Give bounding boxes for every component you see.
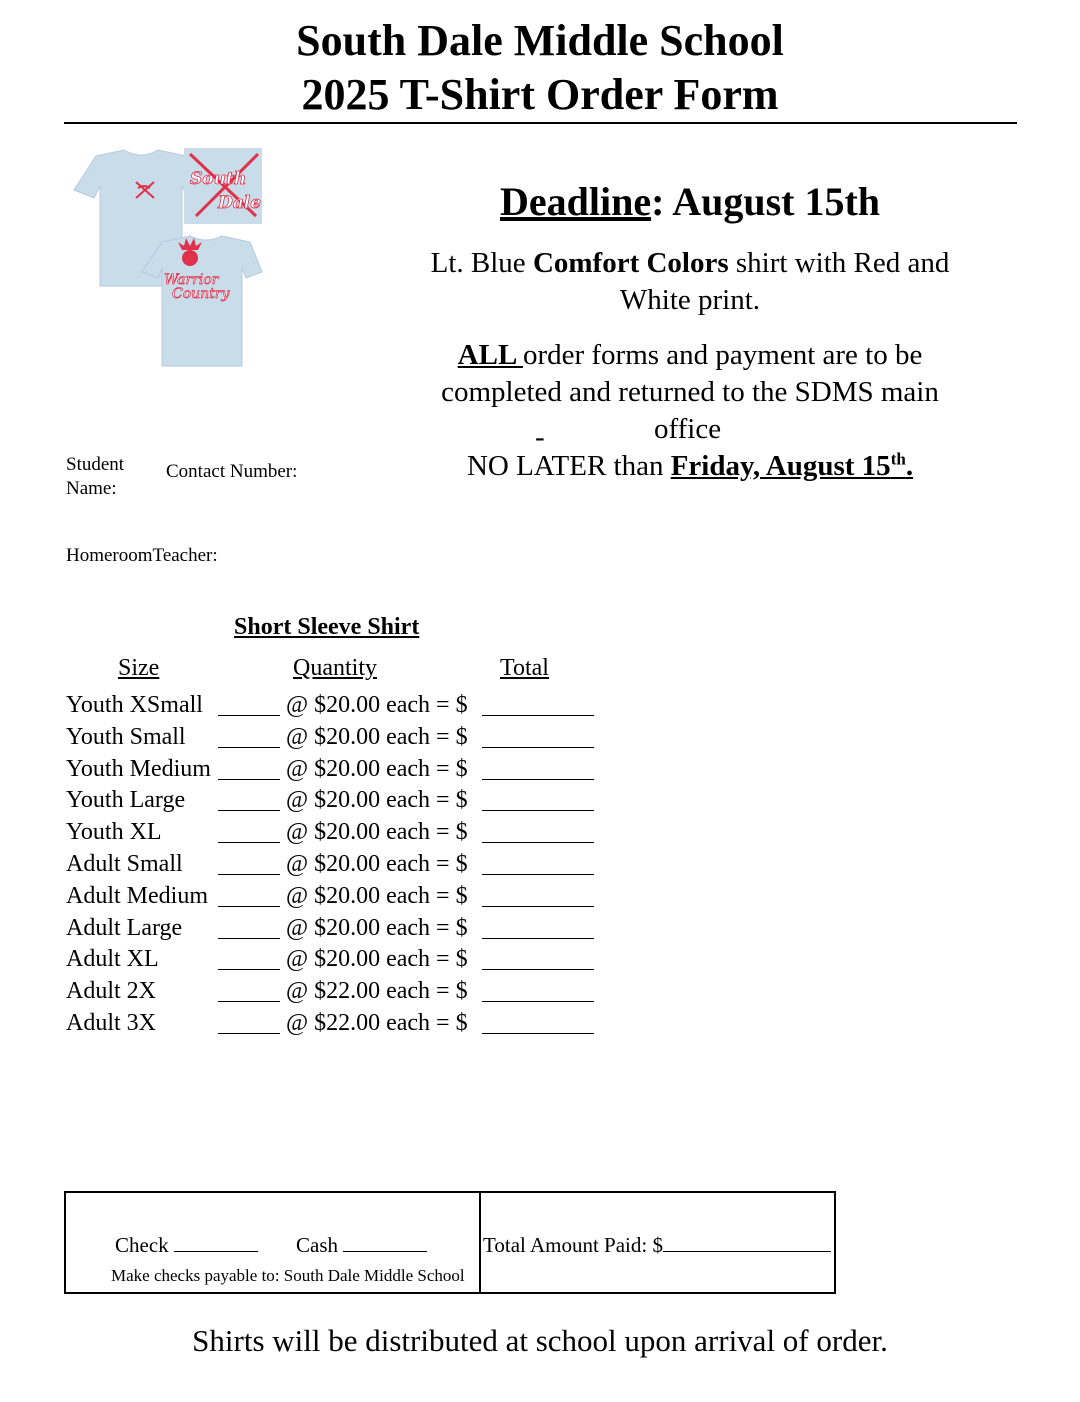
table-row: [0, 851, 700, 883]
total-blank[interactable]: [482, 1001, 594, 1002]
price-label: @ $20.00 each = $: [286, 755, 468, 782]
total-blank[interactable]: [482, 874, 594, 875]
price-label: @ $20.00 each = $: [286, 819, 468, 846]
quantity-blank[interactable]: [218, 810, 280, 811]
size-label: Youth Large: [66, 787, 186, 814]
price-label: @ $20.00 each = $: [286, 882, 468, 909]
table-row: [0, 915, 700, 947]
table-row: [0, 692, 700, 724]
cash-field[interactable]: Cash: [296, 1232, 427, 1258]
size-label: Adult Small: [66, 851, 183, 877]
size-label: Adult 3X: [66, 1010, 156, 1036]
price-label: @ $20.00 each = $: [286, 787, 468, 814]
total-blank[interactable]: [482, 938, 594, 939]
notice-dash: -: [535, 421, 545, 453]
size-label: Adult 2X: [66, 978, 156, 1005]
student-name-label: Student Name:: [66, 454, 125, 499]
table-row: [0, 946, 700, 978]
distribution-note: Shirts will be distributed at school upon arrival of order.: [192, 1323, 888, 1358]
quantity-blank[interactable]: [218, 906, 280, 907]
table-row: [0, 787, 700, 819]
size-label: Youth Medium: [66, 755, 211, 782]
quantity-blank[interactable]: [218, 874, 280, 875]
size-label: Youth Small: [66, 723, 186, 750]
size-label: Adult Medium: [66, 882, 208, 909]
column-header-quantity: Quantity: [293, 655, 377, 681]
check-field[interactable]: Check: [115, 1232, 258, 1258]
total-blank[interactable]: [482, 906, 594, 907]
section-title: Short Sleeve Shirt: [234, 614, 420, 640]
total-blank[interactable]: [482, 810, 594, 811]
price-label: @ $22.00 each = $: [286, 1010, 468, 1036]
price-label: @ $20.00 each = $: [286, 914, 468, 941]
tshirt-illustration: [66, 146, 276, 372]
quantity-blank[interactable]: [218, 779, 280, 780]
price-label: @ $20.00 each = $: [286, 692, 468, 718]
price-label: @ $20.00 each = $: [286, 723, 468, 750]
school-name: South Dale Middle School: [296, 16, 784, 65]
logo-text-south: South: [190, 169, 247, 189]
back-text-country: Country: [172, 286, 230, 302]
total-blank[interactable]: [482, 842, 594, 843]
table-row: [0, 978, 700, 1010]
deadline-heading: Deadline: August 15th: [499, 179, 881, 224]
quantity-blank[interactable]: [218, 969, 280, 970]
total-blank[interactable]: [482, 1033, 594, 1034]
price-label: @ $22.00 each = $: [286, 978, 468, 1005]
price-label: @ $20.00 each = $: [286, 946, 468, 973]
quantity-blank[interactable]: [218, 1001, 280, 1002]
quantity-blank[interactable]: [218, 938, 280, 939]
size-label: Youth XSmall: [66, 692, 203, 718]
quantity-blank[interactable]: [218, 747, 280, 748]
quantity-blank[interactable]: [218, 842, 280, 843]
total-blank[interactable]: [482, 747, 594, 748]
back-text-warrior: Warrior: [164, 272, 219, 288]
table-row: [0, 819, 700, 851]
shirt-description: Lt. Blue Comfort Colors shirt with Red and White print.: [430, 247, 950, 316]
header-divider: [64, 122, 1017, 124]
payment-box-divider: [479, 1191, 481, 1294]
table-row: [0, 724, 700, 756]
logo-text-dale: Dale: [218, 193, 262, 213]
return-instructions: ALL order forms and payment are to be completed and returned to the SDMS main: [441, 339, 939, 408]
size-label: Adult XL: [66, 946, 159, 973]
price-label: @ $20.00 each = $: [286, 851, 468, 877]
total-blank[interactable]: [482, 969, 594, 970]
homeroom-teacher-label: HomeroomTeacher:: [66, 545, 218, 566]
quantity-blank[interactable]: [218, 1033, 280, 1034]
table-row: [0, 1010, 700, 1042]
table-row: [0, 756, 700, 788]
contact-number-label: Contact Number:: [166, 461, 298, 482]
column-header-total: Total: [500, 655, 549, 681]
total-blank[interactable]: [482, 715, 594, 716]
no-later-notice: NO LATER than Friday, August 15th.: [466, 449, 914, 482]
payable-note: Make checks payable to: South Dale Middle School: [111, 1266, 465, 1285]
form-title: 2025 T-Shirt Order Form: [301, 70, 779, 119]
table-row: [0, 883, 700, 915]
total-paid-field[interactable]: Total Amount Paid: $: [483, 1232, 831, 1258]
size-label: Adult Large: [66, 914, 183, 941]
column-header-size: Size: [118, 655, 160, 681]
total-blank[interactable]: [482, 779, 594, 780]
quantity-blank[interactable]: [218, 715, 280, 716]
notice-office: office: [654, 413, 722, 445]
size-label: Youth XL: [66, 819, 162, 846]
